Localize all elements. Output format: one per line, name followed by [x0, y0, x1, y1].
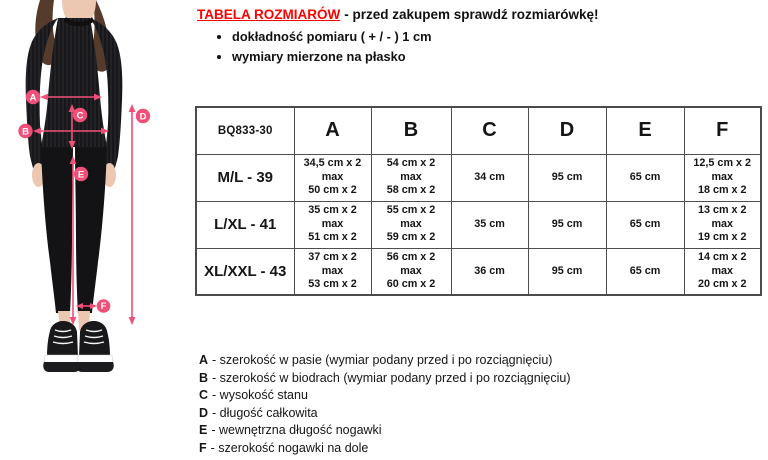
col-header-a: A [294, 107, 371, 154]
cell-line: 58 cm x 2 [386, 184, 436, 197]
cell-f [684, 201, 761, 248]
size-table [195, 106, 762, 296]
cell-line: max [400, 217, 422, 230]
cell-b [371, 154, 451, 201]
legend-item-f [199, 440, 571, 458]
figure-label-a: A [29, 92, 37, 104]
col-header-f: F [684, 107, 761, 154]
page-title-rest: - przed zakupem sprawdź rozmiarówkę! [344, 7, 599, 22]
cell-line: 18 cm x 2 [697, 184, 747, 197]
size-label: L/XL - 41 [196, 201, 294, 248]
legend-letter: D [199, 405, 209, 420]
measurement-legend [199, 352, 571, 458]
cell-a [294, 154, 371, 201]
cell-d: 95 cm [528, 248, 606, 295]
cell-line: 20 cm x 2 [697, 278, 747, 290]
cell-b [371, 248, 451, 295]
legend-text: - szerokość w pasie (wymiar podany przed i po rozciągnięciu) [212, 353, 553, 367]
cell-line: 50 cm x 2 [308, 184, 357, 197]
cell-line: max [321, 217, 344, 230]
legend-item-b [199, 370, 571, 388]
legend-text: - szerokość nogawki na dole [210, 440, 369, 455]
model-top [26, 17, 123, 168]
legend-text: - wysokość stanu [212, 388, 308, 403]
cell-line: 37 cm x 2 [308, 251, 357, 263]
cell-a [294, 248, 371, 295]
product-code: BQ833-30 [196, 107, 294, 154]
figure-label-e: E [77, 169, 85, 181]
legend-letter: C [199, 388, 209, 403]
cell-line: 12,5 cm x 2 [693, 157, 752, 170]
legend-letter: A [199, 353, 209, 367]
legend-item-c [199, 387, 571, 405]
cell-c: 36 cm [451, 248, 528, 295]
legend-item-e [199, 422, 571, 440]
cell-f [684, 248, 761, 295]
cell-line: 55 cm x 2 [386, 204, 436, 217]
figure-label-b: B [22, 126, 29, 138]
model-figure-svg [0, 0, 190, 390]
cell-line: max [711, 217, 734, 230]
cell-d: 95 cm [528, 201, 606, 248]
cell-line: 56 cm x 2 [386, 251, 436, 263]
cell-line: max [321, 264, 344, 277]
cell-line: 54 cm x 2 [386, 157, 436, 170]
model-leggings [41, 147, 107, 313]
cell-a [294, 201, 371, 248]
bullet-item: • wymiary mierzone na płasko [232, 47, 431, 67]
col-header-b: B [371, 107, 451, 154]
legend-text: - wewnętrzna długość nogawki [211, 423, 382, 438]
page-title-highlight: TABELA ROZMIARÓW [197, 7, 341, 22]
table-row [196, 248, 761, 295]
col-header-c: C [451, 107, 528, 154]
col-header-e: E [606, 107, 684, 154]
cell-line: 51 cm x 2 [308, 231, 357, 244]
cell-line: max [400, 170, 422, 183]
cell-c: 35 cm [451, 201, 528, 248]
cell-line: 59 cm x 2 [386, 231, 436, 244]
bullet-item: • dokładność pomiaru ( + / - ) 1 cm [232, 27, 431, 47]
cell-line: 13 cm x 2 [697, 204, 747, 217]
figure-label-c: C [76, 110, 84, 122]
cell-line: max [321, 170, 344, 183]
cell-line: max [711, 264, 734, 277]
legend-text: - długość całkowita [212, 405, 318, 420]
cell-c: 34 cm [451, 154, 528, 201]
cell-line: 60 cm x 2 [386, 278, 436, 290]
cell-line: max [711, 170, 734, 183]
col-header-d: D [528, 107, 606, 154]
table-row [196, 201, 761, 248]
cell-d: 95 cm [528, 154, 606, 201]
model-sneakers [43, 321, 114, 372]
legend-letter: B [199, 370, 209, 385]
cell-e: 65 cm [606, 201, 684, 248]
cell-line: 14 cm x 2 [697, 251, 747, 263]
cell-line: 53 cm x 2 [308, 278, 357, 290]
figure-label-d: D [139, 111, 147, 123]
cell-b [371, 201, 451, 248]
legend-letter: E [199, 423, 208, 438]
legend-item-d [199, 405, 571, 423]
table-header-row [196, 107, 761, 154]
legend-text: - szerokość w biodrach (wymiar podany przed i po rozciągnięciu) [212, 370, 571, 385]
table-row [196, 154, 761, 201]
cell-line: 35 cm x 2 [308, 204, 357, 217]
size-label: XL/XXL - 43 [196, 248, 294, 295]
measurement-notes [232, 27, 431, 66]
figure-label-f: F [100, 301, 107, 313]
cell-e: 65 cm [606, 248, 684, 295]
size-label: M/L - 39 [196, 154, 294, 201]
model-photo [0, 0, 190, 390]
legend-item-a [199, 352, 571, 370]
cell-line: max [400, 264, 422, 277]
cell-f [684, 154, 761, 201]
page-title [197, 7, 599, 22]
cell-e: 65 cm [606, 154, 684, 201]
legend-letter: F [199, 440, 207, 455]
cell-line: 34,5 cm x 2 [303, 157, 362, 170]
cell-line: 19 cm x 2 [697, 231, 747, 244]
